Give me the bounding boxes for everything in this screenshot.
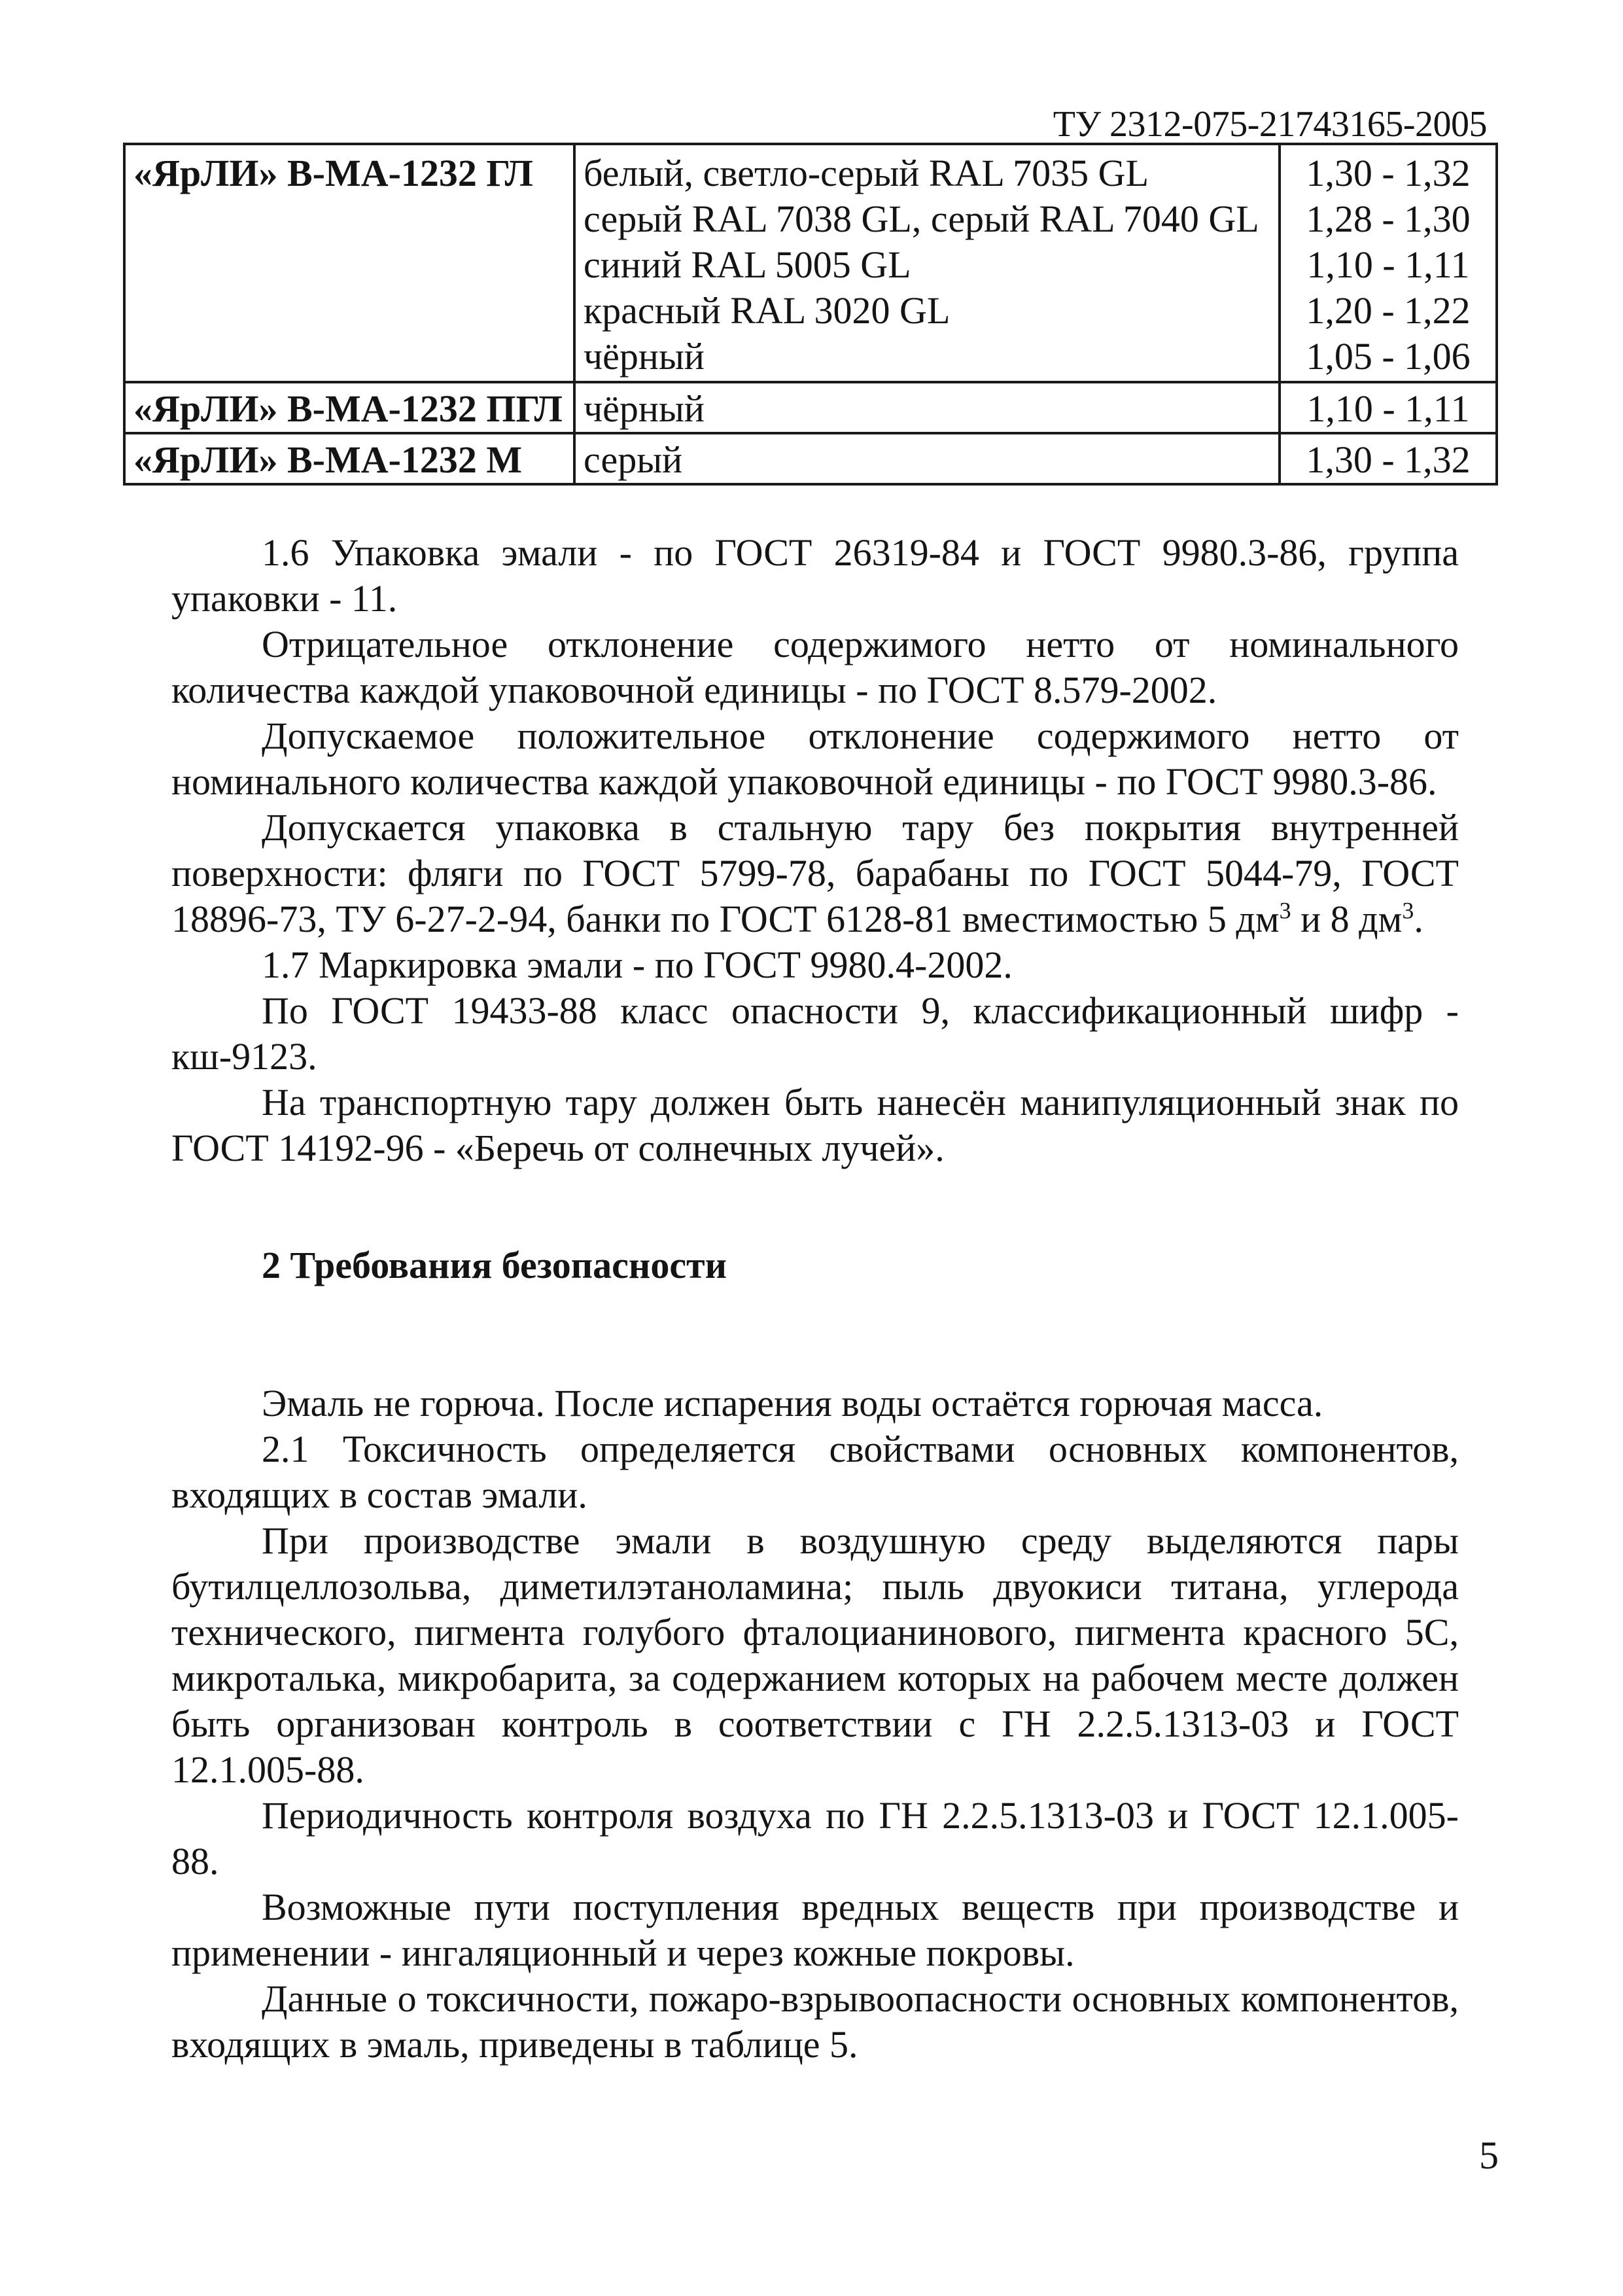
paragraph: По ГОСТ 19433-88 класс опасности 9, классификационный шифр - кш-9123. <box>171 989 1459 1078</box>
paragraph <box>171 805 1459 942</box>
color-line: серый RAL 7038 GL, серый RAL 7040 GL <box>584 198 1259 240</box>
value-line: 1,10 - 1,11 <box>1306 387 1470 430</box>
table-row <box>124 144 1497 382</box>
table-cell-values <box>1280 433 1497 484</box>
value-line: 1,20 - 1,22 <box>1306 289 1471 332</box>
section-1-text <box>171 530 1459 1171</box>
superscript: 3 <box>1279 897 1291 924</box>
page-number: 5 <box>1479 2134 1499 2177</box>
paragraph: Эмаль не горюча. После испарения воды остаётся горючая масса. <box>262 1382 1323 1424</box>
section-2-text <box>171 1381 1459 2068</box>
table-cell-product: «ЯрЛИ» В-МА-1232 М <box>124 433 574 484</box>
paragraph: На транспортную тару должен быть нанесён манипуляционный знак по ГОСТ 14192-96 - «Беречь от солнечных лучей». <box>171 1081 1459 1169</box>
paragraph-text: . <box>1414 898 1423 940</box>
table-row <box>124 433 1497 484</box>
value-line: 1,30 - 1,32 <box>1306 152 1471 194</box>
paragraph: Периодичность контроля воздуха по ГН 2.2.5.1313-03 и ГОСТ 12.1.005-88. <box>171 1794 1459 1882</box>
color-line: синий RAL 5005 GL <box>584 243 911 286</box>
paragraph-text: Допускается упаковка в стальную тару без покрытия внутренней поверхности: фляги по ГОСТ 5799-78, барабаны по ГОСТ 5044-79, ГОСТ 18896-73, ТУ 6-27-2-94, банки по ГОСТ 6128-81 вместимостью 5 дм <box>171 806 1459 940</box>
table-cell-values <box>1280 144 1497 382</box>
paragraph: 1.7 Маркировка эмали - по ГОСТ 9980.4-2002. <box>262 944 1013 986</box>
value-line: 1,28 - 1,30 <box>1306 198 1471 240</box>
paragraph-text: и 8 дм <box>1291 898 1403 940</box>
value-line: 1,10 - 1,11 <box>1306 243 1470 286</box>
value-line: 1,30 - 1,32 <box>1306 438 1471 481</box>
paragraph: Данные о токсичности, пожаро-взрывоопасности основных компонентов, входящих в эмаль, приведены в таблице 5. <box>171 1977 1459 2066</box>
table-row <box>124 382 1497 433</box>
section-2-heading: 2 Требования безопасности <box>262 1244 727 1286</box>
table-cell-product: «ЯрЛИ» В-МА-1232 ПГЛ <box>124 382 574 433</box>
color-line: чёрный <box>584 387 705 430</box>
paragraph: Отрицательное отклонение содержимого нетто от номинального количества каждой упаковочной единицы - по ГОСТ 8.579-2002. <box>171 623 1459 711</box>
color-line: белый, светло-серый RAL 7035 GL <box>584 152 1149 194</box>
paragraph: 1.6 Упаковка эмали - по ГОСТ 26319-84 и ГОСТ 9980.3-86, группа упаковки - 11. <box>171 531 1459 620</box>
document-code: ТУ 2312-075-21743165-2005 <box>1053 104 1487 145</box>
value-line: 1,05 - 1,06 <box>1306 335 1471 378</box>
color-line: красный RAL 3020 GL <box>584 289 951 332</box>
table-cell-colors <box>574 382 1280 433</box>
enamel-properties-table <box>123 143 1498 486</box>
paragraph: При производстве эмали в воздушную среду выделяются пары бутилцеллозольва, диметилэтаноламина; пыль двуокиси титана, углерода технического, пигмента голубого фталоцианинового, пигмента красного 5С, микроталька, микробарита, за содержанием которых на рабочем месте должен быть организован контроль в соответствии с ГН 2.2.5.1313-03 и ГОСТ 12.1.005-88. <box>171 1519 1459 1791</box>
superscript: 3 <box>1402 897 1414 924</box>
paragraph: 2.1 Токсичность определяется свойствами основных компонентов, входящих в состав эмали. <box>171 1428 1459 1516</box>
color-line: серый <box>584 438 683 481</box>
table-cell-colors <box>574 433 1280 484</box>
table-cell-colors <box>574 144 1280 382</box>
color-line: чёрный <box>584 335 705 378</box>
table-cell-product: «ЯрЛИ» В-МА-1232 ГЛ <box>124 144 574 382</box>
table-cell-values <box>1280 382 1497 433</box>
paragraph: Допускаемое положительное отклонение содержимого нетто от номинального количества каждой упаковочной единицы - по ГОСТ 9980.3-86. <box>171 715 1459 803</box>
paragraph: Возможные пути поступления вредных веществ при производстве и применении - ингаляционный и через кожные покровы. <box>171 1886 1459 1974</box>
